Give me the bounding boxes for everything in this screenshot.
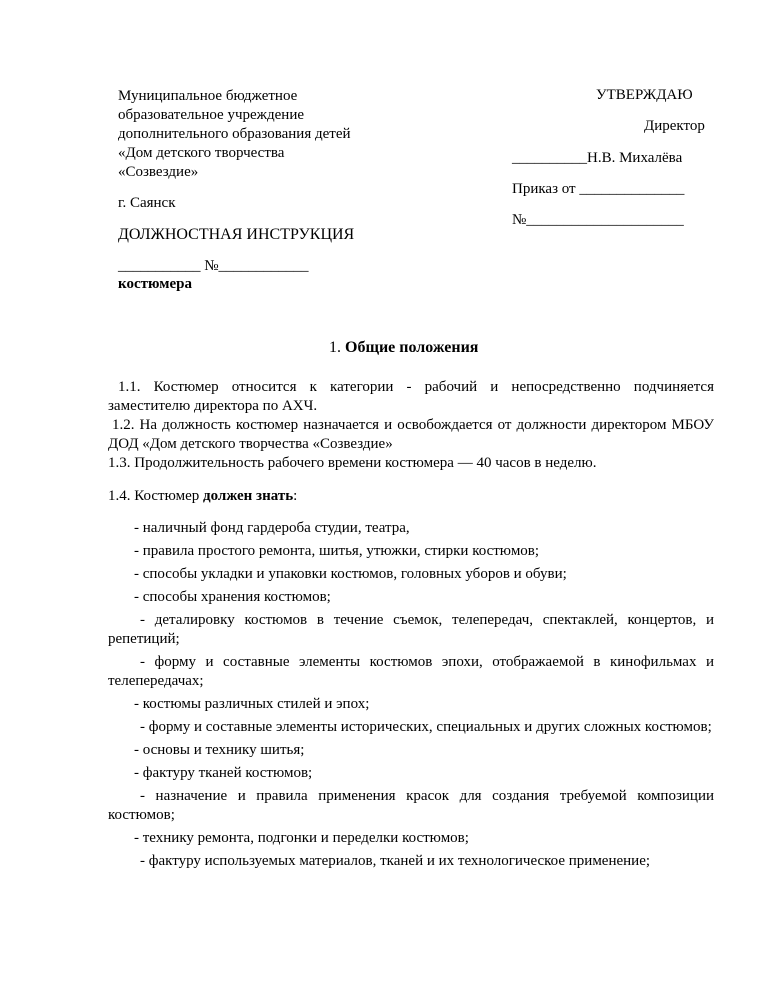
director-signature: __________Н.В. Михалёва: [512, 150, 683, 166]
list-item: - форму и составные элементы костюмов эпохи, отображаемой в кинофильмах и телепередачах;: [108, 654, 714, 689]
list-item: - форму и составные элементы исторических, специальных и других сложных костюмов;: [140, 719, 712, 735]
section-title: Общие положения: [345, 339, 479, 356]
knowledge-list: [108, 519, 714, 871]
paragraph-1-4: [108, 487, 714, 506]
list-item: - технику ремонта, подгонки и переделки костюмов;: [134, 830, 469, 846]
document-body: [108, 378, 714, 875]
list-item: - назначение и правила применения красок для создания требуемой композиции костюмов;: [108, 788, 714, 823]
org-line: Муниципальное бюджетное: [118, 88, 298, 104]
section-heading: [329, 339, 478, 357]
paragraph-1-4-prefix: 1.4. Костюмер: [108, 488, 204, 504]
list-item: - основы и технику шитья;: [134, 742, 305, 758]
order-date: Приказ от ______________: [512, 181, 685, 197]
approve-label: УТВЕРЖДАЮ: [596, 87, 693, 103]
list-item: - костюмы различных стилей и эпох;: [134, 696, 370, 712]
list-item: - наличный фонд гардероба студии, театра,: [134, 520, 410, 536]
org-line: дополнительного образования детей: [118, 126, 351, 142]
position-title: костюмера: [118, 276, 192, 292]
list-item: - способы укладки и упаковки костюмов, головных уборов и обуви;: [134, 566, 567, 582]
section-number: 1.: [329, 339, 341, 356]
organization-block: [118, 87, 418, 182]
paragraph-1-1: 1.1. Костюмер относится к категории - рабочий и непосредственно подчиняется заместителю директора по АХЧ.: [108, 379, 714, 414]
document-title: ДОЛЖНОСТНАЯ ИНСТРУКЦИЯ: [118, 226, 355, 243]
org-line: «Дом детского творчества: [118, 145, 285, 161]
director-label: Директор: [644, 118, 705, 134]
paragraph-1-2: 1.2. На должность костюмер назначается и освобождается от должности директором МБОУ ДОД «Дом детского творчества «Созвездие»: [108, 417, 714, 452]
list-item: - деталировку костюмов в течение съемок, телепередач, спектаклей, концертов, и репетиций;: [108, 612, 714, 647]
list-item: - правила простого ремонта, шитья, утюжки, стирки костюмов;: [134, 543, 540, 559]
list-item: - фактуру используемых материалов, тканей и их технологическое применение;: [140, 853, 651, 869]
paragraph-1-3: 1.3. Продолжительность рабочего времени костюмера — 40 часов в неделю.: [108, 455, 597, 471]
org-line: образовательное учреждение: [118, 107, 305, 123]
list-item: - фактуру тканей костюмов;: [134, 765, 313, 781]
org-line: «Созвездие»: [118, 164, 199, 180]
order-number: №_____________________: [512, 212, 684, 228]
paragraph-1-4-bold: должен знать: [203, 488, 294, 504]
document-number-line: ___________ №____________: [118, 258, 309, 274]
list-item: - способы хранения костюмов;: [134, 589, 331, 605]
paragraph-1-4-suffix: :: [293, 488, 298, 504]
city: г. Саянск: [118, 195, 176, 211]
